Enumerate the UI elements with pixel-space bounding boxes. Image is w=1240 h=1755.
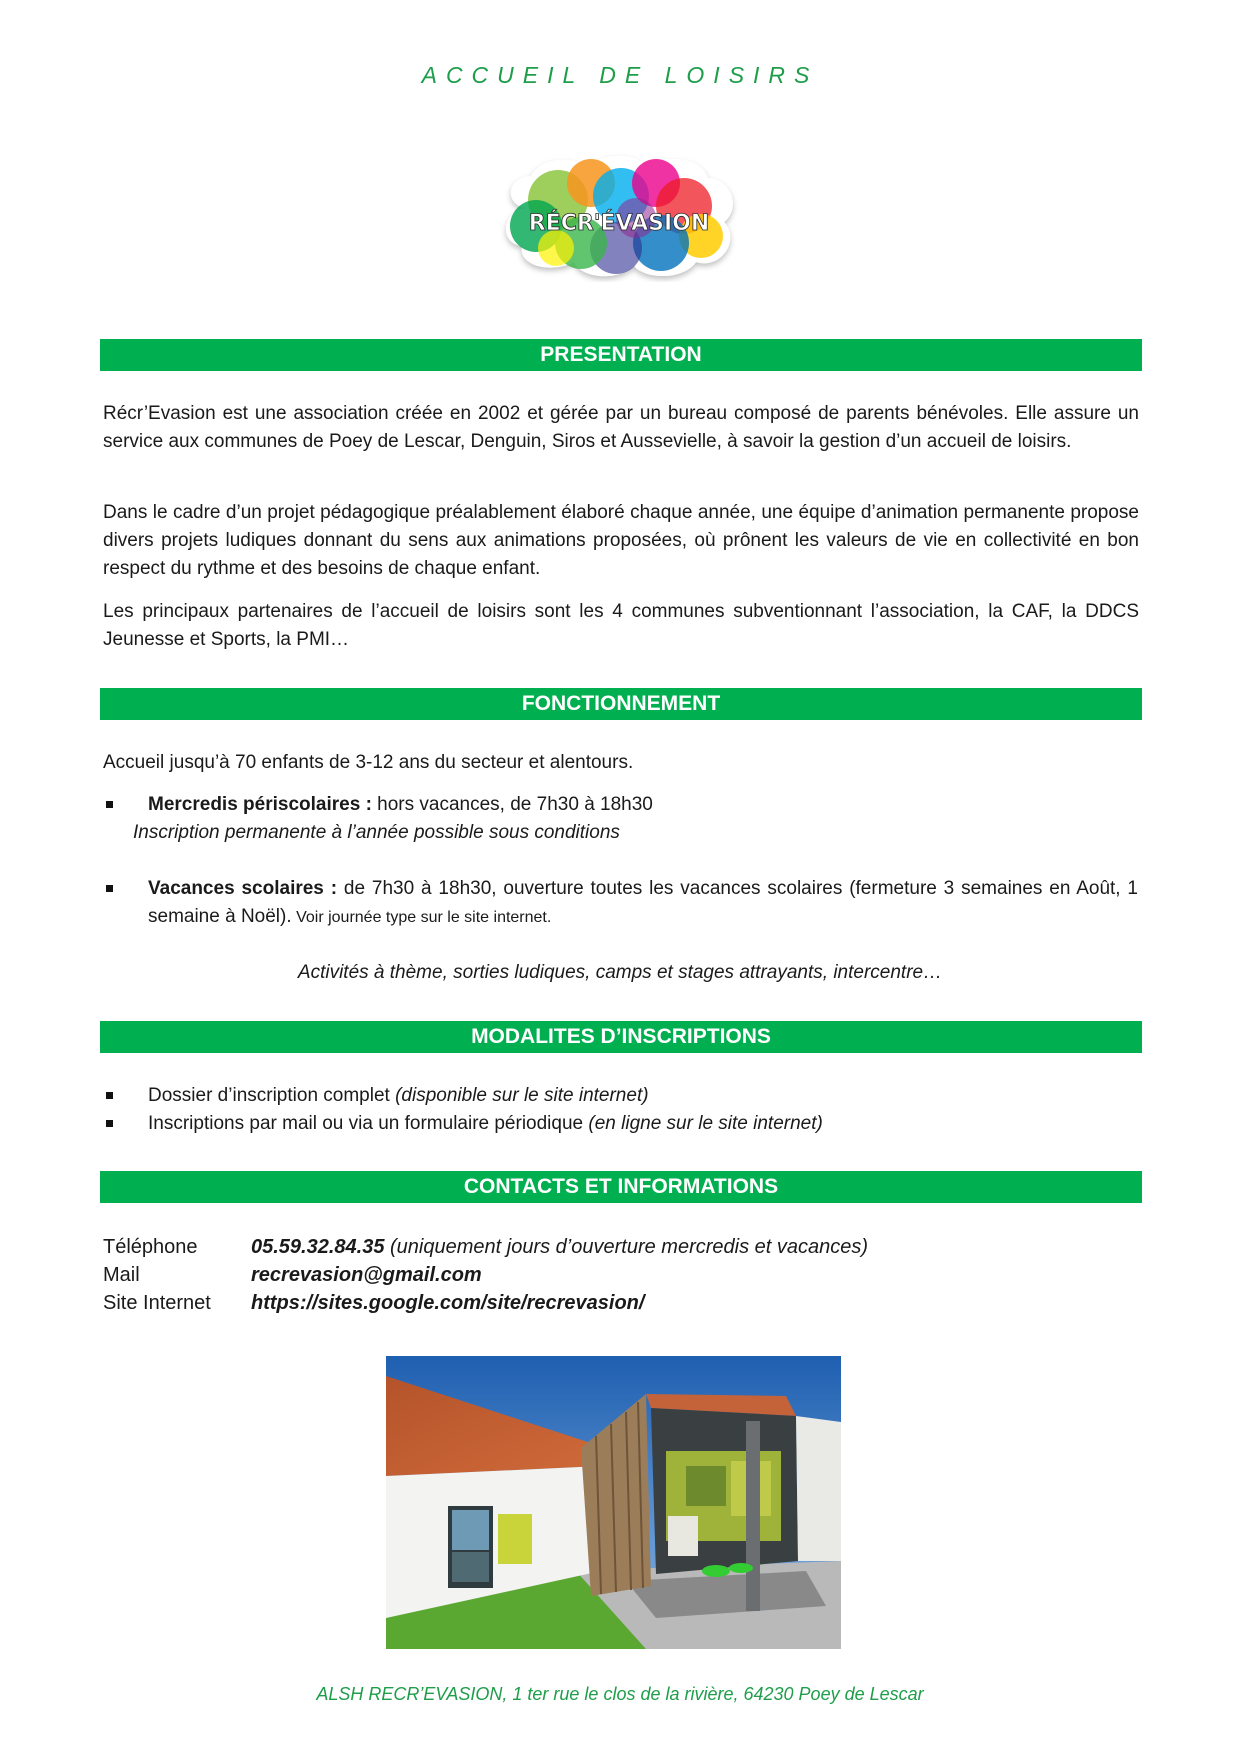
mercredis-label: Mercredis périscolaires : <box>148 794 372 815</box>
mail-link[interactable]: recrevasion@gmail.com <box>251 1264 482 1286</box>
vacances-text: de 7h30 à 18h30, ouverture toutes les vacances scolaires (fermeture 3 semaines en Août, 1 semaine à Noël). <box>148 878 1138 927</box>
section-presentation-heading: PRESENTATION <box>100 339 1142 371</box>
recrevasion-logo <box>496 148 742 282</box>
vacances-small-note: Voir journée type sur le site internet. <box>291 909 552 926</box>
logo-text: RÉCR'ÉVASION <box>528 211 710 236</box>
fonctionnement-intro: Accueil jusqu’à 70 enfants de 3-12 ans du secteur et alentours. <box>103 752 634 773</box>
presentation-paragraph-1: Récr’Evasion est une association créée en 2002 et gérée par un bureau composé de parents bénévoles. Elle assure un service aux communes de Poey de Lescar, Denguin, Siros et Aussevielle, à savoir la gestion d’un accueil de loisirs. <box>103 403 1139 452</box>
bullet-icon <box>106 801 113 808</box>
section-modalites-heading: MODALITES D’INSCRIPTIONS <box>100 1021 1142 1053</box>
mercredis-note: Inscription permanente à l’année possible sous conditions <box>133 822 620 843</box>
mercredis-note-row <box>133 819 1169 847</box>
building-photo <box>386 1356 841 1649</box>
modalites-item-1-text: Dossier d’inscription complet <box>148 1085 396 1106</box>
mail-label: Mail <box>103 1264 140 1286</box>
footer-address: ALSH RECR’EVASION, 1 ter rue le clos de la rivière, 64230 Poey de Lescar <box>316 1684 924 1704</box>
section-contacts-heading: CONTACTS ET INFORMATIONS <box>100 1171 1142 1203</box>
website-link[interactable]: https://sites.google.com/site/recrevasion/ <box>251 1292 645 1314</box>
page-title: ACCUEIL DE LOISIRS <box>421 62 819 88</box>
section-fonctionnement-heading: FONCTIONNEMENT <box>100 688 1142 720</box>
activities-line: Activités à thème, sorties ludiques, camps et stages attrayants, intercentre… <box>297 962 943 983</box>
presentation-paragraph-2: Dans le cadre d’un projet pédagogique préalablement élaboré chaque année, une équipe d’animation permanente propose divers projets ludiques donnant du sens aux animations proposées, où prônent les valeurs de vie en collectivité en bon respect du rythme et des besoins de chaque enfant. <box>103 502 1139 579</box>
phone-label: Téléphone <box>103 1236 198 1258</box>
bullet-icon <box>106 1092 113 1099</box>
phone-value[interactable]: 05.59.32.84.35 <box>251 1236 385 1258</box>
modalites-item-1-note: (disponible sur le site internet) <box>395 1085 649 1106</box>
mercredis-text: hors vacances, de 7h30 à 18h30 <box>371 794 653 815</box>
site-label: Site Internet <box>103 1292 211 1314</box>
phone-note: (uniquement jours d’ouverture mercredis et vacances) <box>384 1236 869 1258</box>
bullet-icon <box>106 1120 113 1127</box>
presentation-paragraph-3: Les principaux partenaires de l’accueil de loisirs sont les 4 communes subventionnant l’association, la CAF, la DDCS Jeunesse et Sports, la PMI… <box>103 601 1139 650</box>
modalites-item-2-text: Inscriptions par mail ou via un formulaire périodique <box>148 1113 589 1134</box>
modalites-item-2-note: (en ligne sur le site internet) <box>588 1113 823 1134</box>
bullet-icon <box>106 885 113 892</box>
vacances-label: Vacances scolaires : <box>148 878 338 899</box>
